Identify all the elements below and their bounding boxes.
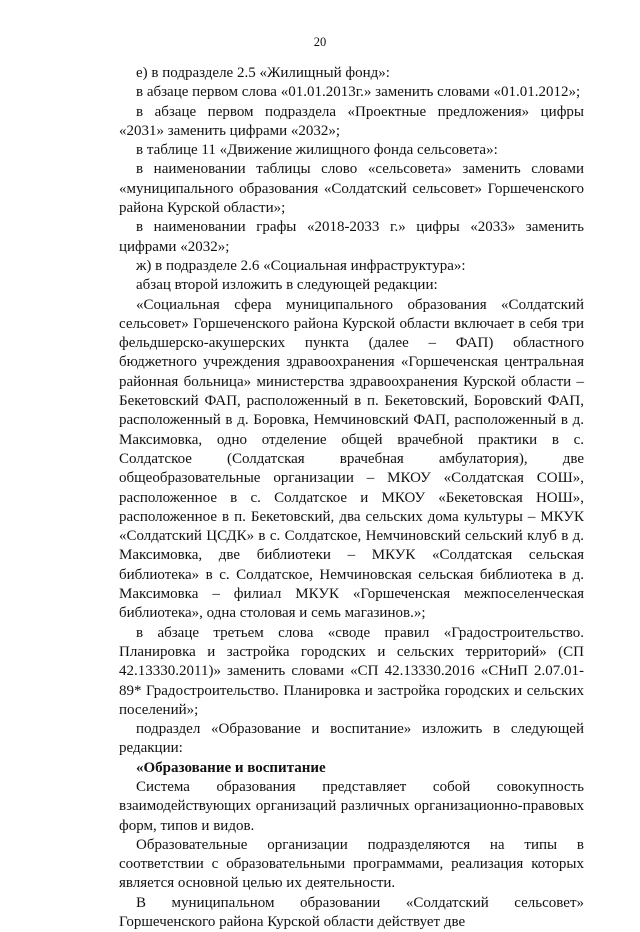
paragraph-education-organizations: Образовательные организации подразделяются на типы в соответствии с образовательными программами, реализация которых является основной целью их деятельности. bbox=[119, 836, 584, 892]
document-body bbox=[119, 64, 584, 932]
paragraph-municipality: В муниципальном образовании «Солдатский сельсовет» Горшеченского района Курской области действует две bbox=[119, 894, 584, 931]
paragraph-abzac-first-subsection: в абзаце первом подраздела «Проектные предложения» цифры «2031» заменить цифрами «2032»; bbox=[119, 103, 584, 139]
paragraph-social-sphere: «Социальная сфера муниципального образования «Солдатский сельсовет» Горшеченского района Курской области включает в себя три фельдшерско-акушерских пункта (далее – ФАП) областного бюджетного учреждения здравоохранения «Горшеченская центральная районная больница» министерства здравоохранения Курской области – Бекетовский ФАП, расположенный в п. Бекетовский, Боровский ФАП, расположенный в д. Боровка, Немчиновский ФАП, расположенный в д. Максимовка, одно отделение общей врачебной практики в с. Солдатское (Солдатская врачебная амбулатория), две общеобразовательные организации – МКОУ «Солдатская СОШ», расположенное в с. Солдатское и МКОУ «Бекетовская НОШ», расположенное в п. Бекетовский, два сельских дома культуры – МКУК «Солдатский ЦСДК» в с. Солдатское, Немчиновский сельский клуб в д. Максимовка, две библиотеки – МКУК «Солдатская сельская библиотека» в с. Солдатское, Немчиновская сельская библиотека в д. Максимовка – филиал МКУК «Горшеченская межпоселенческая библиотека», одна столовая и семь магазинов.»; bbox=[119, 296, 584, 622]
paragraph-third-abzac: в абзаце третьем слова «своде правил «Градостроительство. Планировка и застройка городских и сельских территорий» (СП 42.13330.2011)» заменить словами «СП 42.13330.2016 «СНиП 2.07.01-89* Градостроительство. Планировка и застройка городских и сельских поселений»; bbox=[119, 624, 584, 718]
paragraph-item-zh: ж) в подразделе 2.6 «Социальная инфраструктура»: bbox=[136, 257, 466, 274]
page-number: 20 bbox=[313, 35, 327, 49]
paragraph-education-system: Система образования представляет собой совокупность взаимодействующих организаций различных организационно-правовых форм, типов и видов. bbox=[119, 778, 584, 834]
paragraph-column-title-change: в наименовании графы «2018-2033 г.» цифры «2033» заменить цифрами «2032»; bbox=[119, 219, 584, 255]
paragraph-table-11: в таблице 11 «Движение жилищного фонда сельсовета»: bbox=[136, 142, 498, 159]
paragraph-table-title-change: в наименовании таблицы слово «сельсовета» заменить словами «муниципального образования «Солдатский сельсовет» Горшеченского района Курской области»; bbox=[119, 161, 584, 217]
section-heading-education: «Образование и воспитание bbox=[136, 759, 326, 776]
paragraph-abzac-first-words: в абзаце первом слова «01.01.2013г.» заменить словами «01.01.2012»; bbox=[136, 84, 581, 101]
paragraph-subsection-education: подраздел «Образование и воспитание» изложить в следующей редакции: bbox=[119, 721, 584, 757]
paragraph-second-abzac: абзац второй изложить в следующей редакции: bbox=[136, 277, 438, 294]
paragraph-item-e: е) в подразделе 2.5 «Жилищный фонд»: bbox=[136, 65, 390, 81]
